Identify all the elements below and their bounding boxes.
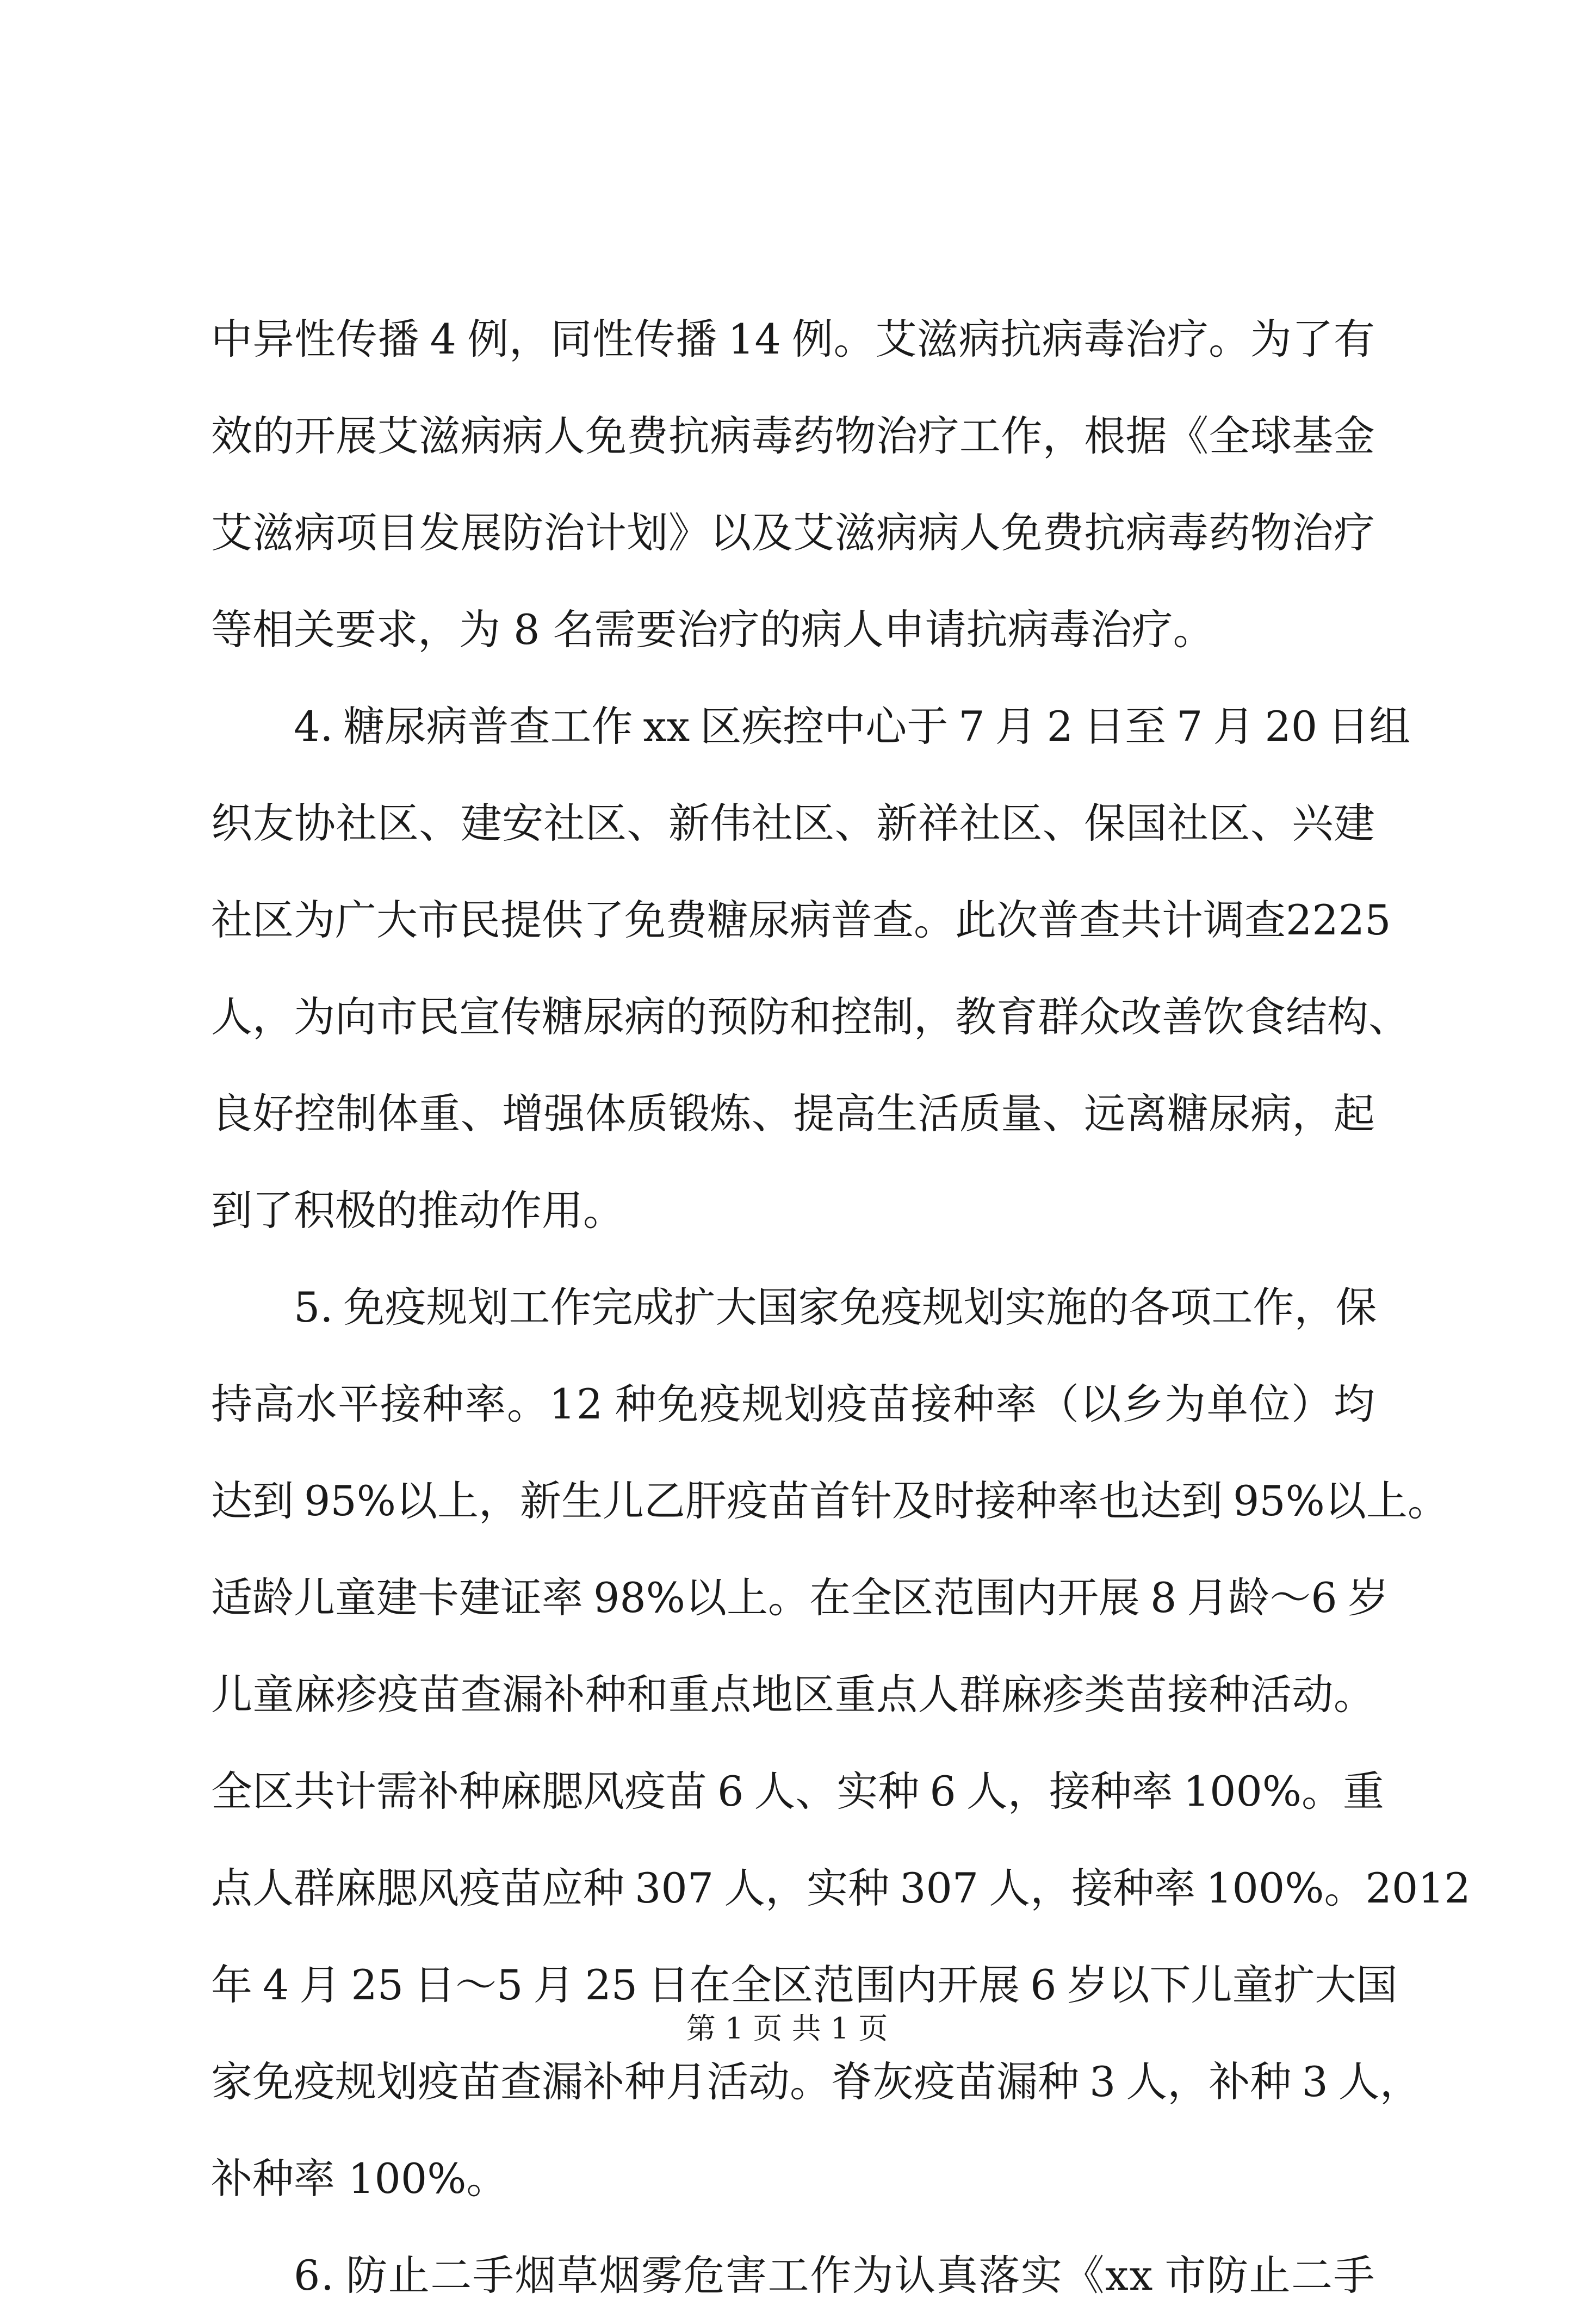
text-line: 5 . 免 疫 规 划 工 作 完 成 扩 大 国 家 免 疫 规 划 实 施 的 各 项 工 作 ， 保 <box>294 1283 1377 1331</box>
text-line: 社 区 为 广 大 市 民 提 供 了 免 费 糖 尿 病 普 查 。 此 次 普 查 共 计 调 查 2 2 2 5 <box>211 896 1391 944</box>
text-line: 持 高 水 平 接 种 率 。 1 2 种 免 疫 规 划 疫 苗 接 种 率 （ 以 乡 为 单 位 ） 均 <box>211 1380 1375 1428</box>
text-line: 中 异 性 传 播 4 例 ， 同 性 传 播 1 4 例 。 艾 滋 病 抗 病 毒 治 疗 。 为 了 有 <box>211 315 1375 363</box>
text-line: 点 人 群 麻 腮 风 疫 苗 应 种 3 0 7 人 ， 实 种 3 0 7 人 ， 接 种 率 1 0 0 % 。 2 0 1 2 <box>211 1864 1471 1912</box>
text-line: 艾 滋 病 项 目 发 展 防 治 计 划 》 以 及 艾 滋 病 病 人 免 费 抗 病 毒 药 物 治 疗 <box>211 509 1375 557</box>
text-line: 适 龄 儿 童 建 卡 建 证 率 9 8 % 以 上 。 在 全 区 范 围 内 开 展 8 月 龄 ～ 6 岁 <box>211 1573 1389 1622</box>
text-line: 4 . 糖 尿 病 普 查 工 作 x x 区 疾 控 中 心 于 7 月 2 日 至 7 月 2 0 日 组 <box>294 702 1411 751</box>
text-line: 效 的 开 展 艾 滋 病 病 人 免 费 抗 病 毒 药 物 治 疗 工 作 ， 根 据 《 全 球 基 金 <box>211 412 1375 460</box>
text-line: 织 友 协 社 区 、 建 安 社 区 、 新 伟 社 区 、 新 祥 社 区 、 保 国 社 区 、 兴 建 <box>211 799 1375 847</box>
text-line: 年 4 月 2 5 日 ～ 5 月 2 5 日 在 全 区 范 围 内 开 展 6 岁 以 下 儿 童 扩 大 国 <box>211 1961 1398 2009</box>
page-footer: 第 1 页 共 1 页 <box>686 2011 888 2046</box>
text-line: 家 免 疫 规 划 疫 苗 查 漏 补 种 月 活 动 。 脊 灰 疫 苗 漏 种 3 人 ， 补 种 3 人 ， <box>211 2057 1421 2106</box>
text-line: 到了积极的推动作用。 <box>211 1186 624 1235</box>
text-line: 6 . 防 止 二 手 烟 草 烟 雾 危 害 工 作 为 认 真 落 实 《 x x 市 防 止 二 手 <box>294 2251 1375 2300</box>
text-line: 达 到 9 5 % 以 上 ， 新 生 儿 乙 肝 疫 苗 首 针 及 时 接 种 率 也 达 到 9 5 % 以 上 。 <box>211 1477 1449 1525</box>
text-line: 等相关要求，为 8 名需要治疗的病人申请抗病毒治疗。 <box>211 605 1214 654</box>
text-line: 补种率 100%。 <box>211 2154 508 2203</box>
text-line: 人 ， 为 向 市 民 宣 传 糖 尿 病 的 预 防 和 控 制 ， 教 育 群 众 改 善 饮 食 结 构 、 <box>211 993 1410 1041</box>
text-line: 全 区 共 计 需 补 种 麻 腮 风 疫 苗 6 人 、 实 种 6 人 ， 接 种 率 1 0 0 % 。 重 <box>211 1767 1385 1815</box>
text-line: 儿 童 麻 疹 疫 苗 查 漏 补 种 和 重 点 地 区 重 点 人 群 麻 疹 类 苗 接 种 活 动 。 <box>211 1670 1375 1719</box>
text-line: 良 好 控 制 体 重 、 增 强 体 质 锻 炼 、 提 高 生 活 质 量 、 远 离 糖 尿 病 ， 起 <box>211 1089 1375 1138</box>
